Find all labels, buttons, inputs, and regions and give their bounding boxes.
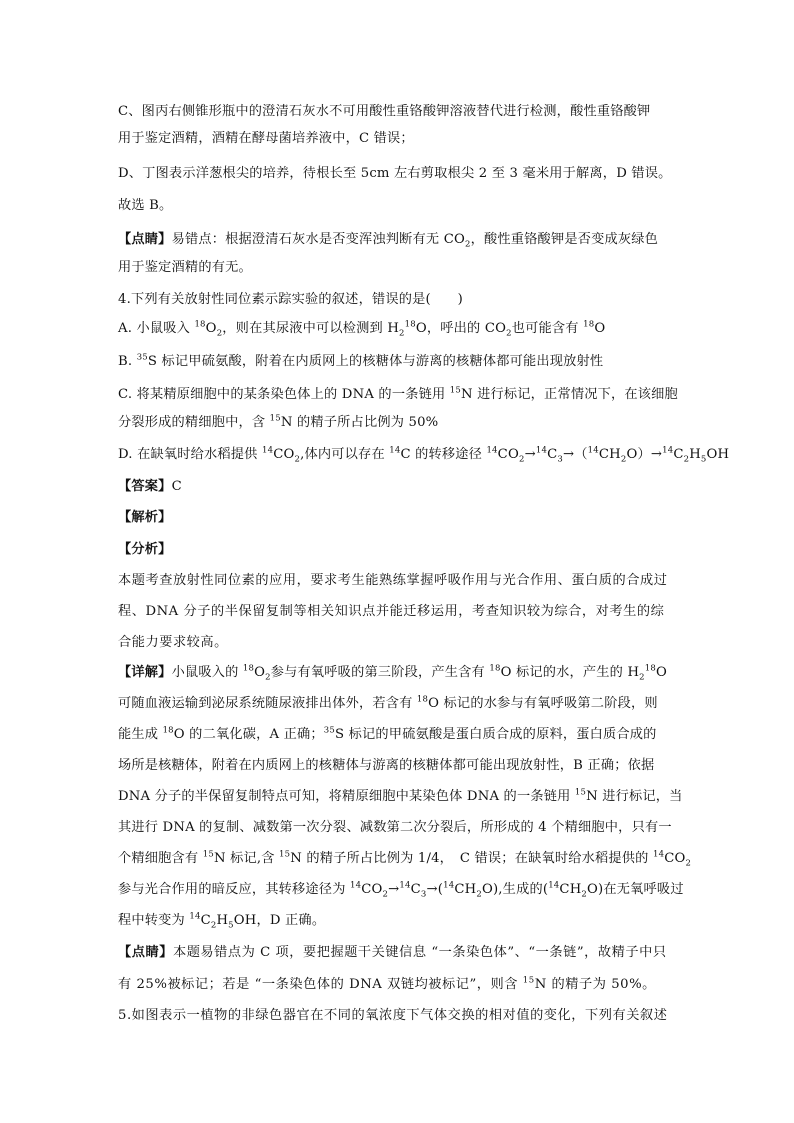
text-segment: N 的精子所占比例为 50%: [280, 415, 439, 430]
text-segment: →(: [426, 882, 444, 897]
text-segment: OH: [706, 447, 730, 462]
text-line: [118, 976, 678, 994]
text-line: [118, 912, 678, 930]
subscript: 2: [465, 239, 471, 250]
text-segment: A. 小鼠吸入: [118, 321, 195, 336]
superscript: 14: [662, 445, 674, 456]
superscript: 18: [583, 319, 595, 330]
subscript: 3: [420, 889, 427, 900]
text-segment: 参与光合作用的暗反应，其转移途径为: [118, 882, 350, 897]
text-segment: O: [254, 665, 266, 680]
subscript: 2: [294, 454, 301, 465]
superscript: 14: [548, 880, 560, 891]
superscript: 15: [269, 413, 281, 424]
text-segment: D. 在缺氧时给水稻提供: [118, 447, 262, 462]
superscript: 14: [486, 445, 498, 456]
text-segment: 有 25%被标记；若是 “一条染色体的 DNA 双链均被标记”，则含: [118, 977, 523, 992]
text-segment: 合能力要求较高。: [118, 635, 228, 650]
text-segment: CH: [598, 447, 621, 462]
text-segment: 分裂形成的精细胞中，含: [118, 415, 270, 430]
text-line: [118, 291, 678, 309]
subscript: 5: [700, 454, 707, 465]
text-line: [118, 603, 678, 621]
superscript: 14: [443, 880, 455, 891]
subscript: 2: [382, 889, 389, 900]
text-line: [118, 757, 678, 775]
text-segment: CH: [559, 882, 582, 897]
text-line: [118, 541, 678, 559]
text-line: [118, 231, 678, 249]
text-segment: 【点睛】: [118, 945, 173, 960]
text-line: [118, 634, 678, 652]
superscript: 14: [587, 445, 599, 456]
subscript: 2: [518, 454, 525, 465]
text-segment: 也可能含有: [511, 321, 584, 336]
text-segment: 4.下列有关放射性同位素示踪实验的叙述，错误的是( ): [118, 292, 463, 307]
text-segment: N 的精子所占比例为 1/4， C 错误；在缺氧时给水稻提供的: [290, 851, 653, 866]
text-segment: 本题考查放射性同位素的应用，要求考生能熟练掌握呼吸作用与光合作用、蛋白质的合成过: [118, 573, 668, 588]
text-segment: C 的转移途径: [400, 447, 487, 462]
text-line: [118, 165, 678, 183]
text-segment: H: [689, 447, 701, 462]
text-segment: 【详解】: [118, 665, 172, 680]
subscript: 5: [228, 920, 234, 931]
text-segment: ，则在其尿液中可以检测到 H: [222, 321, 400, 336]
text-segment: ,体内可以存在: [300, 447, 390, 462]
text-segment: CH: [454, 882, 477, 897]
text-segment: 个精细胞含有: [118, 851, 203, 866]
text-segment: 参与有氧呼吸的第三阶段，产生含有: [270, 665, 490, 680]
text-segment: 用于鉴定酒精，酒精在酵母菌培养液中，C 错误；: [118, 131, 414, 146]
superscript: 14: [261, 445, 274, 456]
text-line: [118, 944, 678, 962]
text-segment: →（: [562, 447, 588, 462]
text-segment: O: [205, 321, 217, 336]
text-segment: 易错点：根据澄清石灰水是否变浑浊判断有无 CO: [171, 232, 466, 247]
text-line: [118, 787, 683, 806]
text-segment: C. 将某精原细胞中的某条染色体上的 DNA 的一条链用: [118, 387, 450, 402]
subscript: 2: [506, 328, 512, 339]
text-segment: O)在无氧呼吸过: [587, 882, 684, 897]
text-segment: CO: [664, 851, 686, 866]
text-segment: →: [524, 447, 536, 462]
superscript: 15: [522, 975, 535, 986]
superscript: 15: [279, 849, 291, 860]
superscript: 18: [404, 319, 416, 330]
superscript: 35: [136, 352, 148, 363]
text-segment: 程、DNA 分子的半保留复制等相关知识点并能迁移运用，考查知识较为综合，对考生的综: [118, 604, 665, 619]
text-segment: 用于鉴定酒精的有无。: [118, 260, 252, 275]
text-segment: O 标记的水参与有氧呼吸第二阶段，则: [428, 696, 658, 711]
text-segment: DNA 分子的半保留复制特点可知，将精原细胞中某染色体 DNA 的一条链用: [118, 789, 575, 804]
text-segment: 其进行 DNA 的复制、减数第一次分裂、减数第二次分裂后，所形成的 4 个精细胞中，只有一: [118, 820, 672, 835]
text-segment: B.: [118, 354, 137, 369]
text-segment: CO: [361, 882, 383, 897]
subscript: 2: [216, 328, 223, 339]
text-segment: S 标记的甲硫氨酸是蛋白质合成的原料，蛋白质合成的: [335, 727, 657, 742]
text-segment: N 进行标记，当: [586, 789, 683, 804]
subscript: 2: [620, 454, 627, 465]
subscript: 2: [265, 672, 271, 683]
superscript: 35: [323, 725, 336, 736]
text-line: [118, 445, 730, 465]
text-segment: 本题易错点为 C 项，要把握题干关键信息 “一条染色体”、“一条链”，故精子中只: [172, 945, 667, 960]
text-segment: 5.如图表示一植物的非绿色器官在不同的氧浓度下气体交换的相对值的变化，下列有关叙述: [118, 1008, 668, 1023]
text-segment: C: [547, 447, 558, 462]
text-segment: CO: [497, 447, 519, 462]
text-line: [118, 320, 678, 338]
text-segment: C: [171, 479, 182, 494]
superscript: 14: [535, 445, 548, 456]
superscript: 15: [574, 787, 587, 798]
superscript: 18: [242, 663, 255, 674]
text-segment: N 进行标记，正常情况下，在该细胞: [460, 387, 678, 402]
text-line: [118, 259, 678, 277]
text-segment: CO: [273, 447, 295, 462]
text-line: [118, 664, 678, 682]
text-segment: O，呼出的 CO: [415, 321, 507, 336]
text-segment: N 标记,含: [213, 851, 280, 866]
subscript: 2: [683, 454, 690, 465]
superscript: 18: [194, 319, 206, 330]
text-line: [118, 726, 678, 744]
text-segment: 【点睛】: [118, 232, 172, 247]
text-line: [118, 849, 692, 869]
text-line: [118, 386, 678, 404]
text-segment: N 的精子为 50%。: [534, 977, 656, 992]
text-segment: 故选 B。: [118, 198, 173, 213]
text-segment: C: [410, 882, 421, 897]
text-segment: OH，D 正确。: [233, 913, 326, 928]
superscript: 18: [162, 725, 174, 736]
superscript: 14: [652, 849, 665, 860]
subscript: 2: [476, 889, 482, 900]
superscript: 15: [449, 385, 461, 396]
superscript: 15: [202, 849, 214, 860]
superscript: 14: [399, 880, 411, 891]
text-segment: 能生成: [118, 727, 163, 742]
subscript: 2: [210, 920, 217, 931]
text-segment: S 标记甲硫氨酸，附着在内质网上的核糖体与游离的核糖体都可能出现放射性: [147, 354, 604, 369]
text-segment: O 标记的水，产生的 H: [500, 665, 640, 680]
text-line: [118, 509, 678, 527]
text-line: [118, 130, 678, 148]
text-segment: 场所是核糖体，附着在内质网上的核糖体与游离的核糖体都可能出现放射性，B 正确；依据: [118, 758, 655, 773]
text-line: [118, 1007, 678, 1025]
text-line: [118, 572, 678, 590]
superscript: 14: [349, 880, 362, 891]
text-segment: →: [388, 882, 400, 897]
text-line: [118, 353, 678, 371]
text-segment: C: [673, 447, 684, 462]
subscript: 2: [639, 672, 645, 683]
superscript: 18: [416, 694, 429, 705]
text-segment: O: [656, 665, 668, 680]
text-segment: D、丁图表示洋葱根尖的培养，待根长至 5cm 左右剪取根尖 2 至 3 毫米用于解离，D 错误。: [118, 166, 672, 181]
text-line: [118, 695, 678, 713]
text-segment: ，酸性重铬酸钾是否变成灰绿色: [470, 232, 659, 247]
text-segment: 可随血液运输到泌尿系统随尿液排出体外，若含有: [118, 696, 417, 711]
superscript: 14: [389, 445, 401, 456]
text-segment: H: [216, 913, 229, 928]
text-line: [118, 197, 678, 215]
text-segment: 小鼠吸入的: [171, 665, 243, 680]
superscript: 18: [644, 663, 656, 674]
text-segment: 【答案】: [118, 479, 172, 494]
text-segment: 【分析】: [118, 542, 172, 557]
text-segment: O),生成的(: [481, 882, 549, 897]
text-segment: O 的二氧化碳，A 正确；: [173, 727, 324, 742]
text-line: [118, 819, 678, 837]
text-line: [118, 880, 684, 900]
subscript: 2: [685, 858, 692, 869]
superscript: 18: [489, 663, 501, 674]
text-line: [118, 103, 678, 121]
text-segment: 程中转变为: [118, 913, 190, 928]
text-segment: C: [200, 913, 211, 928]
subscript: 3: [557, 454, 563, 465]
text-segment: O）→: [626, 447, 663, 462]
text-line: [118, 478, 678, 496]
subscript: 2: [399, 328, 405, 339]
superscript: 14: [189, 911, 201, 922]
subscript: 2: [581, 889, 588, 900]
text-segment: 【解析】: [118, 510, 172, 525]
text-segment: C、图丙右侧锥形瓶中的澄清石灰水不可用酸性重铬酸钾溶液替代进行检测，酸性重铬酸钾: [118, 104, 651, 119]
text-segment: O: [594, 321, 606, 336]
text-line: [118, 414, 678, 432]
